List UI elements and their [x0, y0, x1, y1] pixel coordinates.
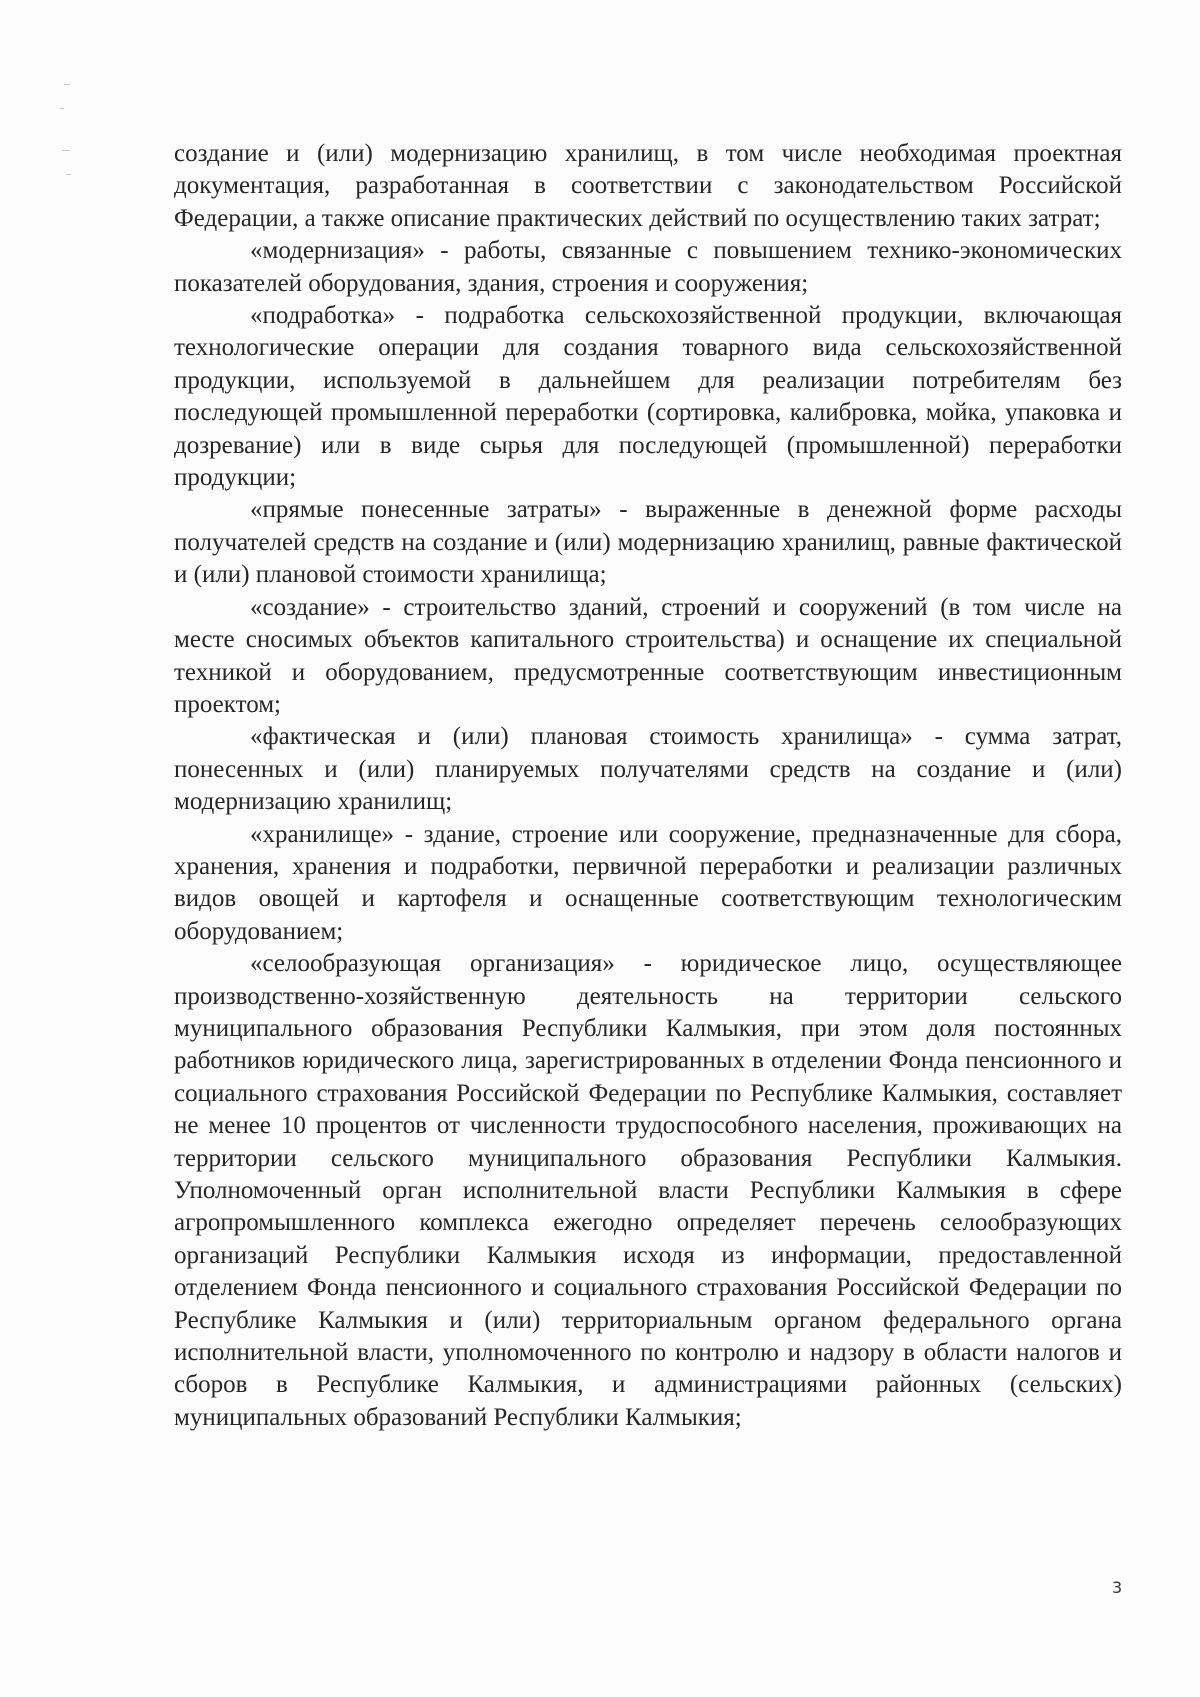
paragraph: «создание» - строительство зданий, строений и сооружений (в том числе на месте сносимых объектов капитального строительства) и оснащение их специальной техникой и оборудованием, предусмотренные соответствующим инвестиционным проектом; — [174, 593, 1122, 718]
paragraph: «селообразующая организация» - юридическое лицо, осуществляющее производственно-хозяйственную деятельность на территории сельского муниципального образования Республики Калмыкия, при этом доля постоянных работников юридического лица, зарегистрированных в отделении Фонда пенсионного и социального страхования Российской Федерации по Республике Калмыкия, составляет не менее 10 процентов от численности трудоспособного населения, проживающих на территории сельского муниципального образования Республики Калмыкия. Уполномоченный орган исполнительной власти Республики Калмыкия в сфере агропромышленного комплекса ежегодно определяет перечень селообразующих организаций Республики Калмыкия исходя из информации, предоставленной отделением Фонда пенсионного и социального страхования Российской Федерации по Республике Калмыкия и (или) территориальным органом федерального органа исполнительной власти, уполномоченного по контролю и надзору в области налогов и сборов в Республике Калмыкия, и администрациями районных (сельских) муниципальных образований Республики Калмыкия; — [174, 950, 1122, 1431]
scan-artifact — [60, 108, 64, 109]
paragraph: «хранилище» - здание, строение или сооружение, предназначенные для сбора, хранения, хранения и подработки, первичной переработки и реализации различных видов овощей и картофеля и оснащенные соответствующим технологическим оборудованием; — [174, 820, 1122, 945]
scan-artifact — [64, 84, 70, 85]
document-body — [174, 138, 1122, 1434]
scan-artifact — [66, 174, 71, 175]
scan-artifact — [62, 150, 70, 151]
paragraph: «подработка» - подработка сельскохозяйственной продукции, включающая технологические операции для создания товарного вида сельскохозяйственной продукции, используемой в дальнейшем для реализации потребителям без последующей промышленной переработки (сортировка, калибровка, мойка, упаковка и дозревание) или в виде сырья для последующей (промышленной) переработки продукции; — [174, 302, 1122, 492]
paragraph: «фактическая и (или) плановая стоимость хранилища» - сумма затрат, понесенных и (или) планируемых получателями средств на создание и (или) модернизацию хранилищ; — [174, 723, 1122, 816]
paragraph: «прямые понесенные затраты» - выраженные в денежной форме расходы получателей средств на создание и (или) модернизацию хранилищ, равные фактической и (или) плановой стоимости хранилища; — [174, 496, 1122, 589]
paragraph: создание и (или) модернизацию хранилищ, в том числе необходимая проектная документация, разработанная в соответствии с законодательством Российской Федерации, а также описание практических действий по осуществлению таких затрат; — [174, 140, 1122, 232]
paragraph: «модернизация» - работы, связанные с повышением технико-экономических показателей оборудования, здания, строения и сооружения; — [174, 237, 1122, 297]
page-number: 3 — [1112, 1578, 1123, 1597]
